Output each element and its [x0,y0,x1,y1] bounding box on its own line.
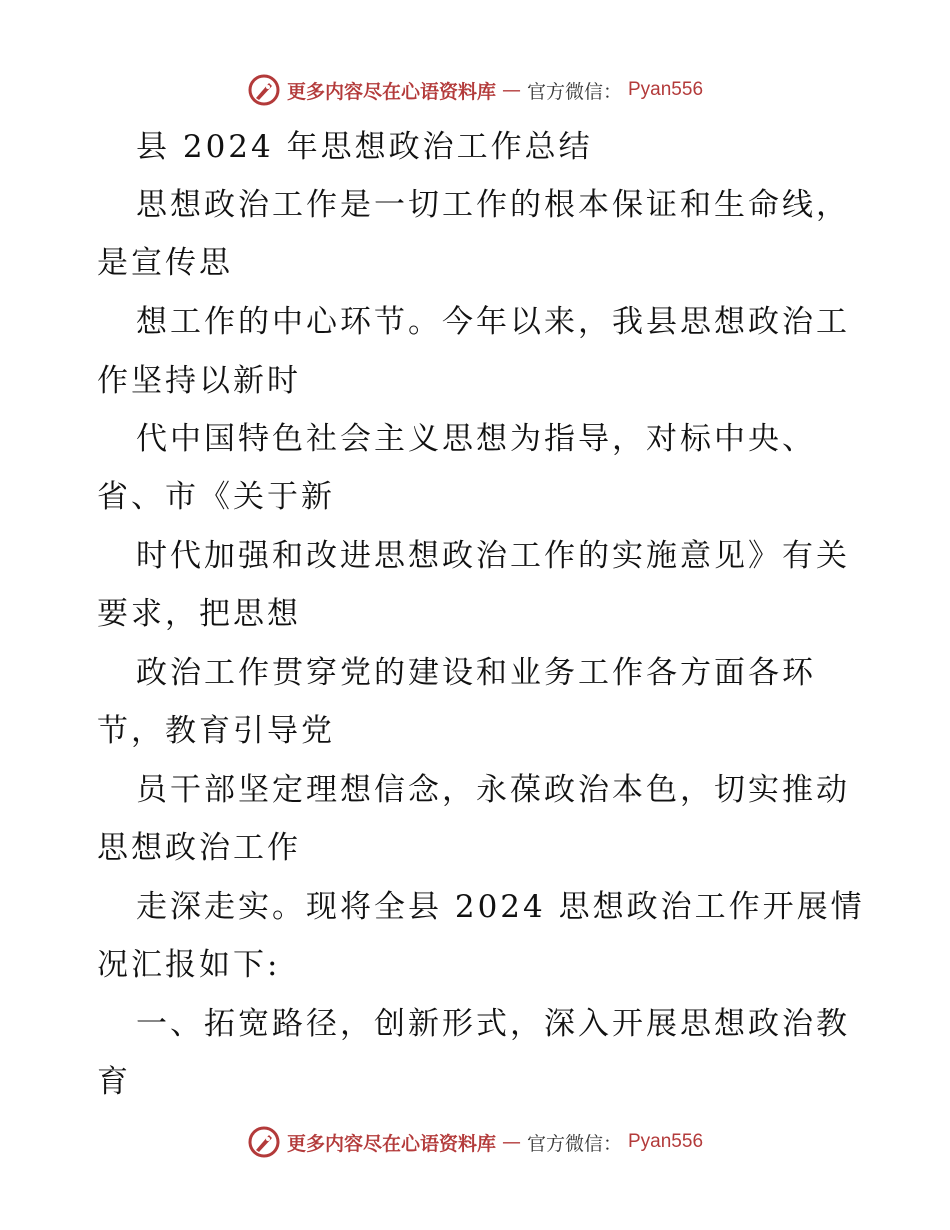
watermark-wechat-label: 官方微信： [526,80,622,103]
paragraph-line: 员干部坚定理想信念，永葆政治本色，切实推动 [136,772,850,808]
paragraph-line: 况汇报如下: [97,947,281,983]
watermark-separator: — [501,1131,521,1153]
pen-nib-logo-icon [247,73,281,107]
paragraph-line: 代中国特色社会主义思想为指导，对标中央、 [136,421,816,457]
paragraph-line: 节，教育引导党 [97,713,335,749]
document-title: 县 2024 年思想政治工作总结 [136,129,593,165]
paragraph-line: 走深走实。现将全县 2024 思想政治工作开展情 [136,889,865,925]
paragraph-line: 是宣传思 [97,245,233,281]
section-heading: 一、拓宽路径，创新形式，深入开展思想政治教 [136,1006,850,1042]
paragraph-line: 要求，把思想 [97,596,301,632]
watermark-slogan: 更多内容尽在心语资料库 [286,1132,496,1155]
watermark-wechat-id: Pyan556 [628,79,704,100]
section-heading-continuation: 育 [97,1064,131,1100]
paragraph-line: 作坚持以新时 [97,363,301,399]
pen-nib-logo-icon [247,1125,281,1159]
paragraph-line: 政治工作贯穿党的建设和业务工作各方面各环 [136,655,816,691]
paragraph-line: 想工作的中心环节。今年以来，我县思想政治工 [136,304,850,340]
paragraph-line: 省、市《关于新 [97,479,335,515]
watermark-wechat-id: Pyan556 [628,1131,704,1152]
paragraph-line: 思想政治工作是一切工作的根本保证和生命线， [136,187,850,223]
watermark-wechat-label: 官方微信： [526,1132,622,1155]
paragraph-line: 时代加强和改进思想政治工作的实施意见》有关 [136,538,850,574]
header-watermark [0,70,950,110]
watermark-separator: — [501,79,521,101]
paragraph-line: 思想政治工作 [97,830,301,866]
footer-watermark [0,1122,950,1162]
watermark-slogan: 更多内容尽在心语资料库 [286,80,496,103]
